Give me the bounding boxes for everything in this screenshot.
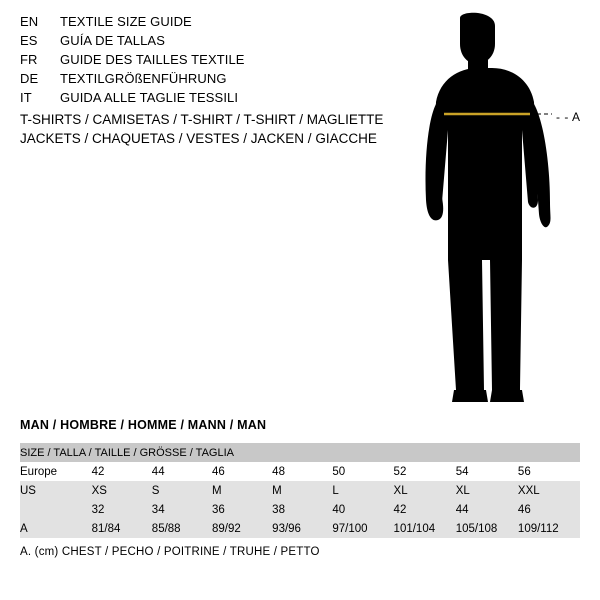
- category-block: [20, 110, 420, 148]
- table-header-label: SIZE / TALLA / TAILLE / GRÖSSE / TAGLIA: [20, 443, 580, 462]
- cell: 109/112: [518, 519, 580, 538]
- size-table: [20, 443, 580, 538]
- language-text: GUIDE DES TAILLES TEXTILE: [60, 52, 245, 67]
- cell: S: [152, 481, 212, 500]
- language-text: TEXTILE SIZE GUIDE: [60, 14, 192, 29]
- footnote-chest-measure: A. (cm) CHEST / PECHO / POITRINE / TRUHE / PETTO: [20, 546, 320, 558]
- figure-illustration: [400, 10, 590, 410]
- man-silhouette-icon: [400, 10, 590, 410]
- cell: 89/92: [212, 519, 272, 538]
- row-label: US: [20, 481, 92, 500]
- cell: M: [212, 481, 272, 500]
- cell: 105/108: [456, 519, 518, 538]
- cell: 36: [212, 500, 272, 519]
- language-code: IT: [20, 90, 32, 105]
- language-row: [20, 90, 380, 109]
- cell: 46: [212, 462, 272, 481]
- language-row: [20, 14, 380, 33]
- language-text: GUÍA DE TALLAS: [60, 33, 165, 48]
- table-group-title: MAN / HOMBRE / HOMME / MANN / MAN: [20, 418, 267, 432]
- cell: 93/96: [272, 519, 332, 538]
- cell: 85/88: [152, 519, 212, 538]
- cell: 38: [272, 500, 332, 519]
- cell: 32: [92, 500, 152, 519]
- cell: 52: [394, 462, 456, 481]
- table-row: [20, 462, 580, 481]
- cell: 42: [92, 462, 152, 481]
- language-code: EN: [20, 14, 39, 29]
- cell: 44: [152, 462, 212, 481]
- cell: 56: [518, 462, 580, 481]
- cell: 46: [518, 500, 580, 519]
- cell: 81/84: [92, 519, 152, 538]
- cell: XL: [394, 481, 456, 500]
- language-text: GUIDA ALLE TAGLIE TESSILI: [60, 90, 239, 105]
- language-text: TEXTILGRÖßENFÜHRUNG: [60, 71, 227, 86]
- callout-label-a: - - A: [556, 110, 581, 124]
- row-label: A: [20, 519, 92, 538]
- cell: L: [332, 481, 393, 500]
- cell: 34: [152, 500, 212, 519]
- language-row: [20, 52, 380, 71]
- table-row: [20, 481, 580, 500]
- language-code: DE: [20, 71, 39, 86]
- language-guide-block: [20, 14, 380, 109]
- row-label: [20, 500, 92, 519]
- cell: 54: [456, 462, 518, 481]
- cell: 50: [332, 462, 393, 481]
- category-line-jackets: JACKETS / CHAQUETAS / VESTES / JACKEN / GIACCHE: [20, 131, 377, 146]
- cell: XS: [92, 481, 152, 500]
- row-label: Europe: [20, 462, 92, 481]
- cell: 44: [456, 500, 518, 519]
- cell: M: [272, 481, 332, 500]
- cell: XXL: [518, 481, 580, 500]
- cell: 97/100: [332, 519, 393, 538]
- cell: XL: [456, 481, 518, 500]
- table-row: [20, 500, 580, 519]
- table-row: [20, 519, 580, 538]
- language-row: [20, 71, 380, 90]
- cell: 42: [394, 500, 456, 519]
- language-code: ES: [20, 33, 38, 48]
- cell: 40: [332, 500, 393, 519]
- language-row: [20, 33, 380, 52]
- table-header-row: [20, 443, 580, 462]
- language-code: FR: [20, 52, 38, 67]
- category-line-tshirts: T-SHIRTS / CAMISETAS / T-SHIRT / T-SHIRT / MAGLIETTE: [20, 112, 384, 127]
- cell: 101/104: [394, 519, 456, 538]
- cell: 48: [272, 462, 332, 481]
